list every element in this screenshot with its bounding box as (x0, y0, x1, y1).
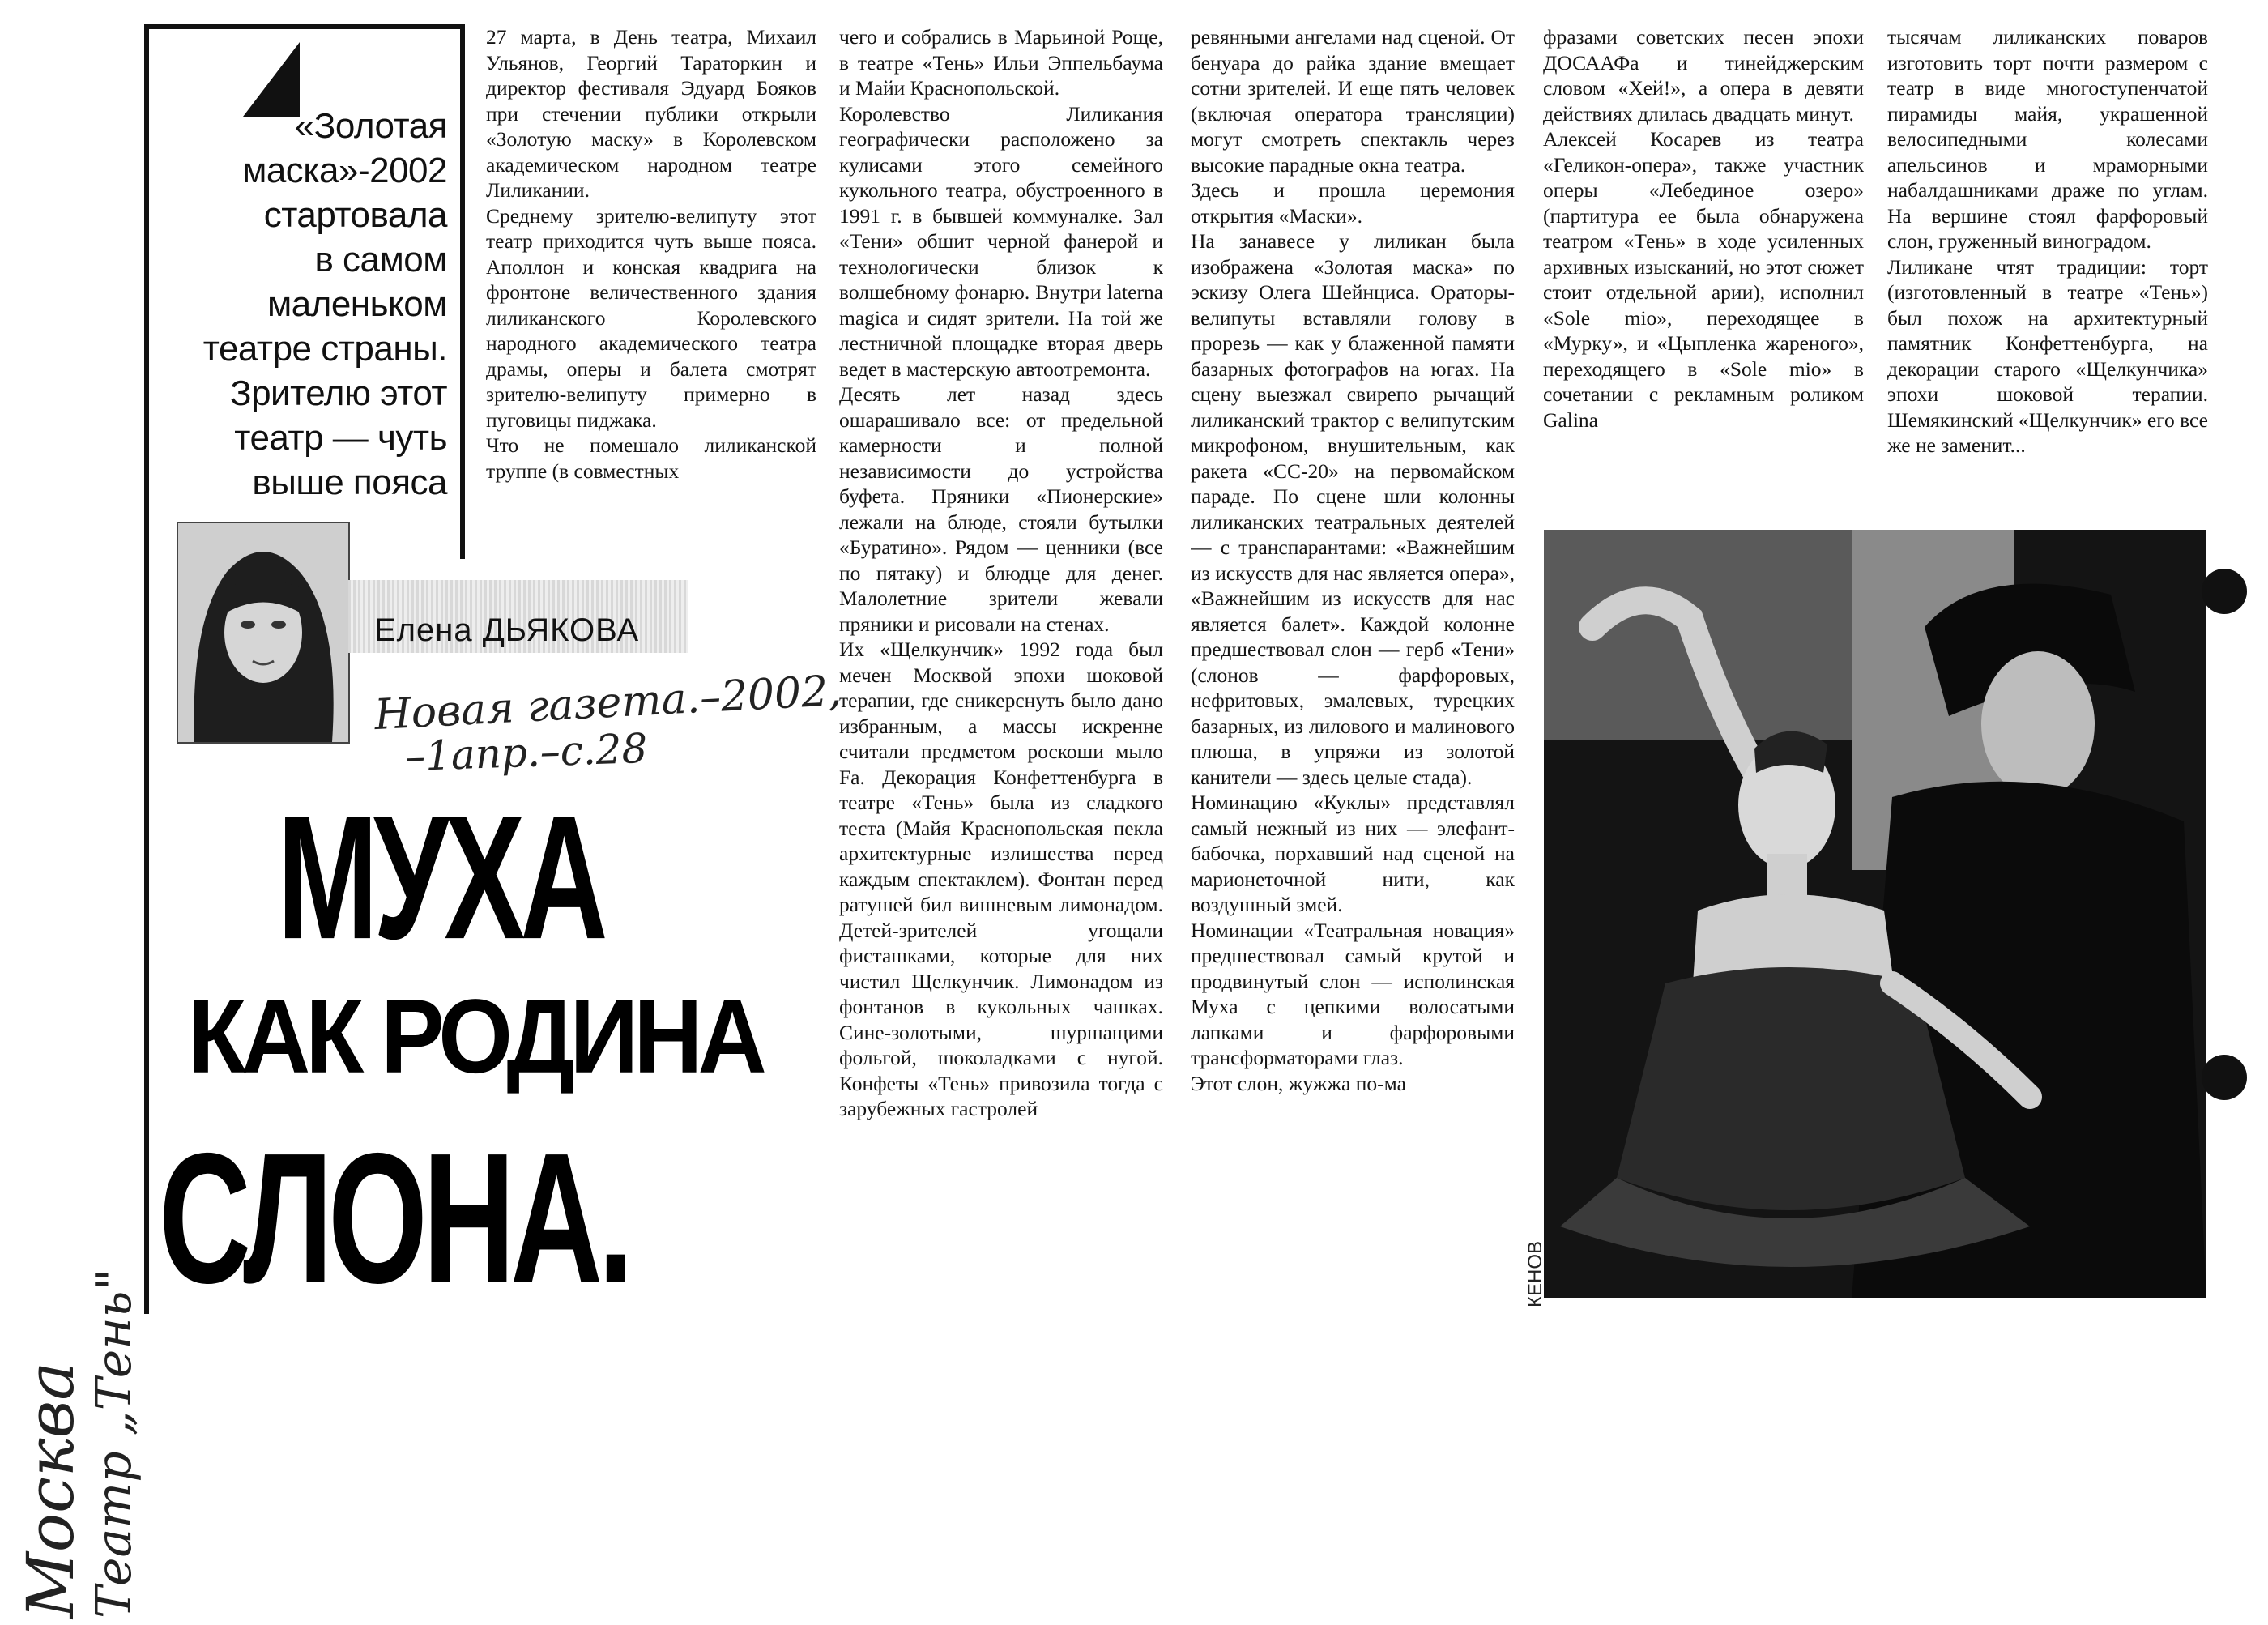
handwritten-date: –1апр.–с.28 (404, 724, 649, 781)
text-column-3: ревянными ангелами над сценой. От бенуара до райка здание вмещает сотни зрителей. И еще пять человек (включая оператора трансляции) могут смотреть спектакль через высокие парадные окна театра. Здесь и прошла церемония открытия «Маски». На занавесе у лиликан была изображена «Золотая маска» по эскизу Олега Шейнциса. Ораторы-велипуты вставляли голову в прорезь — как у блаженной памяти базарных фотографов на югах. На сцену выезжал свирепо рычащий лиликанский трактор с велипутским микрофоном, внушительным, как ракета «СС-20» на первомайском параде. По сцене шли колонны лиликанских театральных деятелей — с транспарантами: «Важнейшим из искусств для нас является опера», «Важнейшим из искусств для нас является балет». Каждой колонне предшествовал слон — герб «Тени» (слонов — фарфоровых, нефритовых, эмалевых, турецких базарных, из лилового и малинового плюша, в упряжи из золотой канители — здесь целые стада). Номинацию «Куклы» представлял самый нежный из них — элефант-бабочка, порхавший над сценой на марионеточной нити, как воздушный змей. Номинации «Театральная новация» предшествовал самый крутой и продвинутый слон — исполинская Муха с цепкими волосатыми лапками и фарфоровыми трансформаторами глаз. Этот слон, жужжа по-ма (1191, 25, 1515, 1095)
lead-line: стартовала (263, 195, 447, 235)
dancer-photo (1544, 530, 2206, 1298)
headline-line1: МУХА (277, 778, 603, 976)
handwritten-city: Москва (13, 1362, 88, 1619)
lead-line: театре страны. (202, 329, 447, 369)
lead-line: в самом (314, 240, 447, 279)
dancers-image-icon (1544, 530, 2206, 1298)
handwritten-source: Новая газета.–2002, (373, 666, 843, 740)
author-name: Елена ДЬЯКОВА (374, 612, 640, 648)
lead-frame-top (144, 24, 465, 29)
text-column-1: 27 марта, в День театра, Михаил Ульянов, Георгий Тараторкин и директор фестиваля Эдуард Бояков при стечении публики открыли «Золотую маску» в Королевском академическом народном театре Лиликании. Среднему зрителю-велипуту этот театр приходится чуть выше пояса. Аполлон и конская квадрига на фронтоне величественного здания лиликанского Королевского народного академического театра драмы, оперы и балета смотрят зрителю-велипуту примерно в пуговицы пиджака. Что не помешало лиликанской труппе (в совместных (486, 25, 816, 483)
text-column-2: чего и собрались в Марьиной Роще, в театре «Тень» Ильи Эппельбаума и Майи Краснопольской. Королевство Лиликания географически расположено за кулисами этого семейного кукольного театра, обустроенного в 1991 г. в бывшей коммуналке. Зал «Тени» обшит черной фанерой и технологически близок к волшебному фонарю. Внутри laterna magica и сидят зрители. На той же лестничной площадке вторая дверь ведет в мастерскую автоотремонта. Десять лет назад здесь ошарашивало все: от предельной камерности и полной независимости до устройства буфета. Пряники «Пионерские» лежали на блюде, стояли бутылки «Буратино». Рядом — ценники (все по пятаку) и блюдце для денег. Малолетние зрители жевали пряники и рисовали на стенах. Их «Щелкунчик» 1992 года был мечен Москвой эпохи шоковой терапии, где сникерснуть было дано избранным, а массы искренне считали предметом роскоши мыло Fa. Декорация Конфеттенбурга в театре «Тень» была из сладкого теста (Майя Краснопольская пекла архитектурные излишества перед каждым спектаклем). Фонтан перед ратушей бил вишневым лимонадом. Детей-зрителей угощали фисташками, которые для них чистил Щелкунчик. Лимонадом из фонтанов в кукольных чашках. Сине-золотыми, шуршащими фольгой, шоколадками с нугой. Конфеты «Тень» привозила тогда с зарубежных гастролей (839, 25, 1163, 1120)
lead-line: маска»-2002 (242, 151, 447, 190)
headline-line2: КАК РОДИНА (188, 978, 762, 1096)
lead-line: «Золотая (294, 106, 447, 146)
author-photo (177, 522, 350, 744)
lead-frame-left (144, 24, 149, 1314)
author-portrait-icon (178, 523, 348, 742)
punch-hole-icon (2202, 1055, 2247, 1100)
text-column-5: тысячам лиликанских поваров изготовить торт почти размером с театр в виде многоступенчатой пирамиды майя, украшенной велосипедными колесами апельсинов и мраморными набалдашниками драже по углам. На вершине стоял фарфоровый слон, груженный виноградом. Лиликане чтят традиции: торт (изготовленный в театре «Тень») был похож на архитектурный памятник Конфеттенбурга, на декорации старого «Щелкунчика» эпохи шоковой терапии. Шемякинский «Щелкунчик» его все же не заменит... (1887, 25, 2208, 457)
photo-credit: КЕНОВ (1524, 1241, 1546, 1307)
text-column-4: фразами советских песен эпохи ДОСААФа и тинейджерским словом «Хей!», а опера в девяти действиях длилась двадцать минут. Алексей Косарев из театра «Геликон-опера», также участник оперы «Лебединое озеро» (партитура ее была обнаружена театром «Тень» в ходе усиленных архивных изысканий, но этот сюжет стоит отдельной арии), исполнил «Sole mio», переходящее в «Мурку», и «Цыпленка жареного», переходящего в «Sole mio» в сочетании с рекламным роликом Galina (1543, 25, 1864, 432)
handwritten-theatre: Театр „Тень" (86, 1268, 143, 1619)
side-handwritten-note (8, 1268, 143, 1620)
lead-frame-right (460, 24, 465, 559)
lead-line: выше пояса (252, 463, 447, 502)
lead-line: маленьком (266, 284, 447, 324)
lead-text (202, 104, 447, 505)
punch-hole-icon (2202, 569, 2247, 614)
headline-line3: СЛОНА. (159, 1115, 629, 1323)
lead-line: театр — чуть (234, 418, 447, 458)
lead-line: Зрителю этот (230, 373, 447, 413)
